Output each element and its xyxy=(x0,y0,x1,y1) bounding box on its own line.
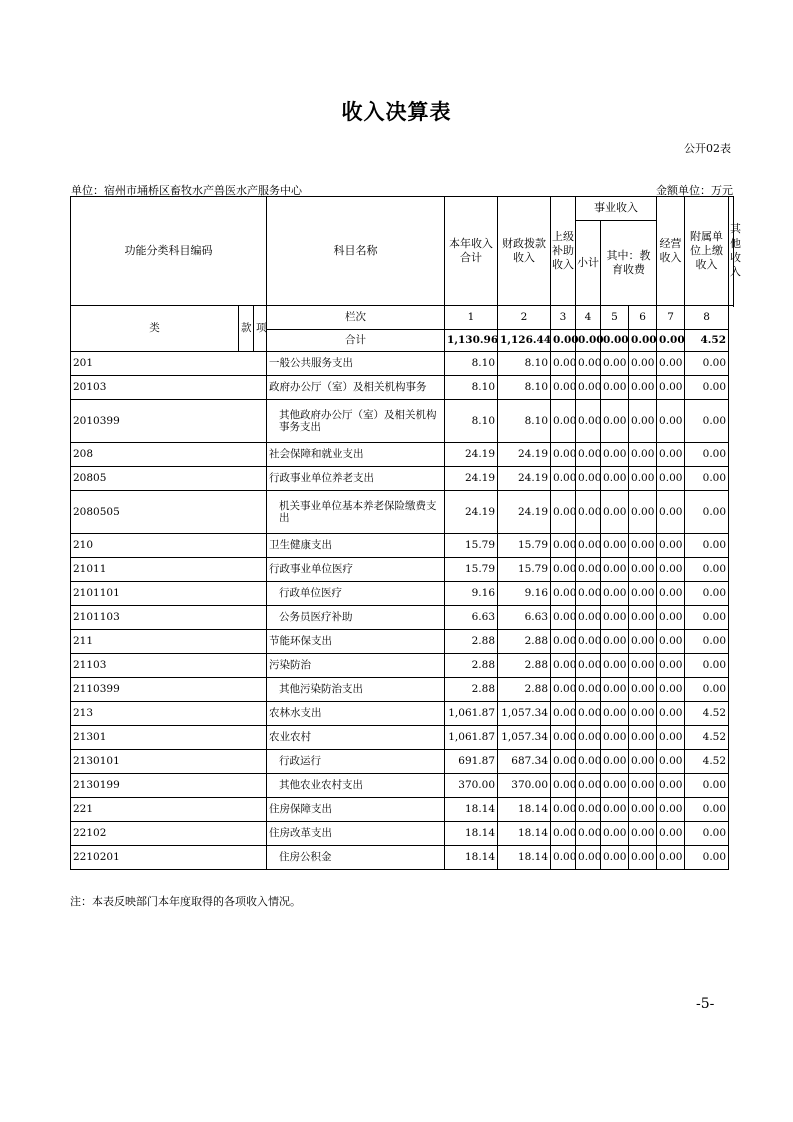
row-value: 0.00 xyxy=(601,558,629,582)
table-row xyxy=(71,400,734,443)
row-value: 0.00 xyxy=(576,750,601,774)
table-row xyxy=(71,726,734,750)
row-value: 15.79 xyxy=(498,534,551,558)
row-code: 2210201 xyxy=(71,846,267,870)
row-value: 0.00 xyxy=(657,774,685,798)
row-value: 0.00 xyxy=(629,654,657,678)
row-value: 8.10 xyxy=(498,400,551,443)
row-value: 0.00 xyxy=(629,822,657,846)
header-fiscal: 财政拨款收入 xyxy=(498,197,551,306)
row-value: 0.00 xyxy=(551,491,576,534)
table-row xyxy=(71,443,734,467)
table-row xyxy=(71,534,734,558)
row-value: 0.00 xyxy=(657,846,685,870)
row-value: 0.00 xyxy=(601,400,629,443)
row-code: 2130101 xyxy=(71,750,267,774)
table-row xyxy=(71,491,734,534)
row-value: 0.00 xyxy=(551,822,576,846)
row-value: 24.19 xyxy=(498,443,551,467)
row-value: 18.14 xyxy=(498,822,551,846)
row-value: 0.00 xyxy=(551,726,576,750)
row-value: 0.00 xyxy=(657,750,685,774)
row-value: 0.00 xyxy=(657,606,685,630)
row-value: 8.10 xyxy=(445,376,498,400)
row-value: 0.00 xyxy=(685,798,729,822)
row-value: 0.00 xyxy=(576,774,601,798)
row-value: 0.00 xyxy=(551,654,576,678)
col-no: 4 xyxy=(576,306,601,330)
row-value: 1,061.87 xyxy=(445,702,498,726)
header-lanci: 栏次 xyxy=(267,306,445,330)
row-code: 20805 xyxy=(71,467,267,491)
header-career-income: 事业收入 xyxy=(576,197,657,221)
row-value: 0.00 xyxy=(576,352,601,376)
row-value: 0.00 xyxy=(576,467,601,491)
row-value: 0.00 xyxy=(685,822,729,846)
row-value: 0.00 xyxy=(657,491,685,534)
row-value: 0.00 xyxy=(551,774,576,798)
row-code: 21103 xyxy=(71,654,267,678)
row-value: 24.19 xyxy=(498,467,551,491)
row-value: 0.00 xyxy=(629,630,657,654)
row-value: 0.00 xyxy=(685,534,729,558)
row-value: 0.00 xyxy=(629,846,657,870)
row-name: 污染防治 xyxy=(267,654,445,678)
row-value: 0.00 xyxy=(629,678,657,702)
row-name: 住房改革支出 xyxy=(267,822,445,846)
row-name: 卫生健康支出 xyxy=(267,534,445,558)
row-name: 行政事业单位医疗 xyxy=(267,558,445,582)
header-xiang: 项 xyxy=(254,306,267,352)
row-value: 0.00 xyxy=(551,582,576,606)
row-value: 0.00 xyxy=(551,750,576,774)
header-total: 本年收入合计 xyxy=(445,197,498,306)
row-value: 0.00 xyxy=(551,846,576,870)
row-code: 213 xyxy=(71,702,267,726)
row-value: 6.63 xyxy=(498,606,551,630)
col-no: 6 xyxy=(629,306,657,330)
row-value: 2.88 xyxy=(498,630,551,654)
row-value: 0.00 xyxy=(576,534,601,558)
row-value: 0.00 xyxy=(576,400,601,443)
row-code: 21011 xyxy=(71,558,267,582)
row-value: 4.52 xyxy=(685,726,729,750)
row-value: 2.88 xyxy=(445,654,498,678)
row-value: 0.00 xyxy=(657,582,685,606)
table-row xyxy=(71,376,734,400)
row-value: 15.79 xyxy=(498,558,551,582)
row-value: 0.00 xyxy=(657,352,685,376)
row-value: 6.63 xyxy=(445,606,498,630)
row-value: 0.00 xyxy=(576,630,601,654)
row-value: 24.19 xyxy=(445,491,498,534)
table-row xyxy=(71,467,734,491)
row-value: 687.34 xyxy=(498,750,551,774)
row-value: 0.00 xyxy=(601,822,629,846)
row-value: 0.00 xyxy=(685,443,729,467)
row-value: 0.00 xyxy=(576,606,601,630)
row-value: 9.16 xyxy=(498,582,551,606)
row-value: 0.00 xyxy=(551,400,576,443)
row-name: 机关事业单位基本养老保险缴费支出 xyxy=(267,491,445,534)
row-value: 8.10 xyxy=(445,352,498,376)
row-value: 0.00 xyxy=(601,654,629,678)
row-name: 其他政府办公厅（室）及相关机构事务支出 xyxy=(267,400,445,443)
row-code: 2080505 xyxy=(71,491,267,534)
table-row xyxy=(71,750,734,774)
row-value: 0.00 xyxy=(601,702,629,726)
row-value: 18.14 xyxy=(445,798,498,822)
row-value: 1,057.34 xyxy=(498,726,551,750)
row-value: 0.00 xyxy=(576,678,601,702)
row-value: 0.00 xyxy=(601,606,629,630)
total-label: 合计 xyxy=(267,330,445,352)
total-value: 0.00 xyxy=(601,330,629,352)
row-name: 社会保障和就业支出 xyxy=(267,443,445,467)
row-value: 0.00 xyxy=(685,376,729,400)
row-code: 208 xyxy=(71,443,267,467)
row-name: 其他农业农村支出 xyxy=(267,774,445,798)
row-value: 691.87 xyxy=(445,750,498,774)
table-row xyxy=(71,352,734,376)
row-name: 行政运行 xyxy=(267,750,445,774)
row-code: 2101101 xyxy=(71,582,267,606)
row-name: 住房公积金 xyxy=(267,846,445,870)
row-value: 0.00 xyxy=(629,606,657,630)
row-value: 0.00 xyxy=(601,376,629,400)
row-value: 0.00 xyxy=(685,400,729,443)
row-value: 0.00 xyxy=(601,678,629,702)
header-name: 科目名称 xyxy=(267,197,445,306)
row-value: 0.00 xyxy=(629,352,657,376)
row-value: 15.79 xyxy=(445,558,498,582)
table-note: 注：本表反映部门本年度取得的各项收入情况。 xyxy=(70,895,301,908)
col-no: 1 xyxy=(445,306,498,330)
total-value: 0.00 xyxy=(657,330,685,352)
row-value: 24.19 xyxy=(445,443,498,467)
row-value: 0.00 xyxy=(657,678,685,702)
row-value: 15.79 xyxy=(445,534,498,558)
header-affiliated: 附属单位上缴收入 xyxy=(685,197,729,306)
money-unit: 金额单位：万元 xyxy=(656,184,733,197)
header-code: 功能分类科目编码 xyxy=(71,197,267,306)
table-row xyxy=(71,774,734,798)
row-value: 0.00 xyxy=(629,443,657,467)
row-value: 0.00 xyxy=(551,467,576,491)
row-value: 0.00 xyxy=(685,630,729,654)
row-value: 0.00 xyxy=(601,534,629,558)
row-value: 2.88 xyxy=(498,678,551,702)
row-value: 0.00 xyxy=(629,467,657,491)
row-value: 0.00 xyxy=(576,491,601,534)
total-value: 1,126.44 xyxy=(498,330,551,352)
header-operating: 经营收入 xyxy=(657,197,685,306)
row-code: 221 xyxy=(71,798,267,822)
col-no: 8 xyxy=(685,306,729,330)
row-value: 0.00 xyxy=(629,376,657,400)
total-value: 1,130.96 xyxy=(445,330,498,352)
row-value: 9.16 xyxy=(445,582,498,606)
col-no: 3 xyxy=(551,306,576,330)
row-value: 0.00 xyxy=(601,798,629,822)
row-code: 2010399 xyxy=(71,400,267,443)
row-value: 0.00 xyxy=(551,606,576,630)
row-name: 政府办公厅（室）及相关机构事务 xyxy=(267,376,445,400)
row-value: 0.00 xyxy=(685,558,729,582)
page-number: -5- xyxy=(696,996,715,1012)
row-value: 0.00 xyxy=(685,582,729,606)
row-name: 行政事业单位养老支出 xyxy=(267,467,445,491)
col-no: 7 xyxy=(657,306,685,330)
row-code: 211 xyxy=(71,630,267,654)
row-value: 8.10 xyxy=(498,376,551,400)
row-value: 0.00 xyxy=(601,467,629,491)
row-value: 0.00 xyxy=(685,846,729,870)
row-value: 0.00 xyxy=(629,726,657,750)
row-value: 0.00 xyxy=(685,467,729,491)
total-value: 0.00 xyxy=(629,330,657,352)
row-value: 0.00 xyxy=(551,678,576,702)
row-value: 0.00 xyxy=(601,443,629,467)
row-value: 0.00 xyxy=(657,467,685,491)
table-row xyxy=(71,678,734,702)
row-value: 0.00 xyxy=(576,822,601,846)
row-value: 24.19 xyxy=(498,491,551,534)
row-value: 0.00 xyxy=(657,654,685,678)
reporting-unit: 单位：宿州市埇桥区畜牧水产兽医水产服务中心 xyxy=(71,184,302,197)
row-name: 住房保障支出 xyxy=(267,798,445,822)
row-name: 公务员医疗补助 xyxy=(267,606,445,630)
row-value: 24.19 xyxy=(445,467,498,491)
row-value: 0.00 xyxy=(576,846,601,870)
row-name: 农业农村 xyxy=(267,726,445,750)
table-row xyxy=(71,606,734,630)
row-value: 0.00 xyxy=(576,702,601,726)
table-row xyxy=(71,654,734,678)
row-value: 0.00 xyxy=(601,774,629,798)
row-value: 0.00 xyxy=(657,822,685,846)
row-value: 18.14 xyxy=(498,846,551,870)
row-value: 0.00 xyxy=(576,443,601,467)
row-value: 0.00 xyxy=(601,352,629,376)
row-value: 2.88 xyxy=(498,654,551,678)
row-value: 1,057.34 xyxy=(498,702,551,726)
table-row xyxy=(71,822,734,846)
row-value: 4.52 xyxy=(685,750,729,774)
row-value: 0.00 xyxy=(576,654,601,678)
row-value: 2.88 xyxy=(445,630,498,654)
row-value: 0.00 xyxy=(629,534,657,558)
row-value: 0.00 xyxy=(657,443,685,467)
header-kuan: 款 xyxy=(239,306,254,352)
row-value: 0.00 xyxy=(601,726,629,750)
total-value: 0.00 xyxy=(551,330,576,352)
row-name: 农林水支出 xyxy=(267,702,445,726)
row-value: 0.00 xyxy=(551,534,576,558)
row-value: 0.00 xyxy=(601,846,629,870)
row-value: 0.00 xyxy=(576,582,601,606)
total-value: 4.52 xyxy=(685,330,729,352)
table-row xyxy=(71,702,734,726)
row-value: 0.00 xyxy=(601,750,629,774)
row-value: 0.00 xyxy=(657,534,685,558)
row-value: 0.00 xyxy=(551,798,576,822)
row-value: 0.00 xyxy=(601,582,629,606)
col-no: 2 xyxy=(498,306,551,330)
row-value: 0.00 xyxy=(629,798,657,822)
row-value: 0.00 xyxy=(685,606,729,630)
row-code: 21301 xyxy=(71,726,267,750)
row-code: 2130199 xyxy=(71,774,267,798)
table-row xyxy=(71,582,734,606)
row-name: 节能环保支出 xyxy=(267,630,445,654)
row-value: 0.00 xyxy=(657,400,685,443)
row-value: 0.00 xyxy=(629,774,657,798)
row-value: 8.10 xyxy=(498,352,551,376)
row-value: 370.00 xyxy=(498,774,551,798)
row-value: 0.00 xyxy=(576,376,601,400)
row-value: 0.00 xyxy=(551,630,576,654)
page-title: 收入决算表 xyxy=(341,100,452,124)
row-value: 0.00 xyxy=(685,654,729,678)
row-name: 其他污染防治支出 xyxy=(267,678,445,702)
row-value: 4.52 xyxy=(685,702,729,726)
row-value: 0.00 xyxy=(629,750,657,774)
row-code: 22102 xyxy=(71,822,267,846)
row-name: 一般公共服务支出 xyxy=(267,352,445,376)
row-value: 0.00 xyxy=(551,376,576,400)
row-value: 0.00 xyxy=(657,726,685,750)
row-value: 370.00 xyxy=(445,774,498,798)
row-value: 18.14 xyxy=(498,798,551,822)
row-value: 0.00 xyxy=(551,352,576,376)
header-subtotal: 小计 xyxy=(576,221,601,306)
header-other: 其他收入 xyxy=(729,197,734,306)
header-lei: 类 xyxy=(71,306,239,352)
header-superior: 上级补助收入 xyxy=(551,197,576,306)
header-edu-fee: 其中：教育收费 xyxy=(601,221,657,306)
table-row xyxy=(71,846,734,870)
row-value: 0.00 xyxy=(657,702,685,726)
table-row xyxy=(71,558,734,582)
row-value: 0.00 xyxy=(551,558,576,582)
table-row xyxy=(71,630,734,654)
row-value: 0.00 xyxy=(685,352,729,376)
row-value: 0.00 xyxy=(685,774,729,798)
row-value: 0.00 xyxy=(629,582,657,606)
row-value: 0.00 xyxy=(629,558,657,582)
row-value: 0.00 xyxy=(629,400,657,443)
row-code: 2101103 xyxy=(71,606,267,630)
row-code: 2110399 xyxy=(71,678,267,702)
row-value: 0.00 xyxy=(601,491,629,534)
row-value: 0.00 xyxy=(685,678,729,702)
table-row xyxy=(71,798,734,822)
row-value: 8.10 xyxy=(445,400,498,443)
row-code: 201 xyxy=(71,352,267,376)
row-value: 1,061.87 xyxy=(445,726,498,750)
row-value: 0.00 xyxy=(657,376,685,400)
row-value: 0.00 xyxy=(601,630,629,654)
row-value: 0.00 xyxy=(576,558,601,582)
row-name: 行政单位医疗 xyxy=(267,582,445,606)
row-value: 18.14 xyxy=(445,822,498,846)
row-value: 0.00 xyxy=(551,702,576,726)
row-value: 0.00 xyxy=(551,443,576,467)
row-value: 0.00 xyxy=(657,798,685,822)
row-value: 0.00 xyxy=(576,798,601,822)
row-value: 2.88 xyxy=(445,678,498,702)
row-value: 0.00 xyxy=(657,558,685,582)
col-no: 5 xyxy=(601,306,629,330)
row-code: 20103 xyxy=(71,376,267,400)
row-value: 18.14 xyxy=(445,846,498,870)
form-number: 公开02表 xyxy=(684,142,731,155)
row-value: 0.00 xyxy=(629,702,657,726)
row-code: 210 xyxy=(71,534,267,558)
row-value: 0.00 xyxy=(685,491,729,534)
total-value: 0.00 xyxy=(576,330,601,352)
row-value: 0.00 xyxy=(629,491,657,534)
row-value: 0.00 xyxy=(576,726,601,750)
row-value: 0.00 xyxy=(657,630,685,654)
income-table xyxy=(70,196,742,870)
